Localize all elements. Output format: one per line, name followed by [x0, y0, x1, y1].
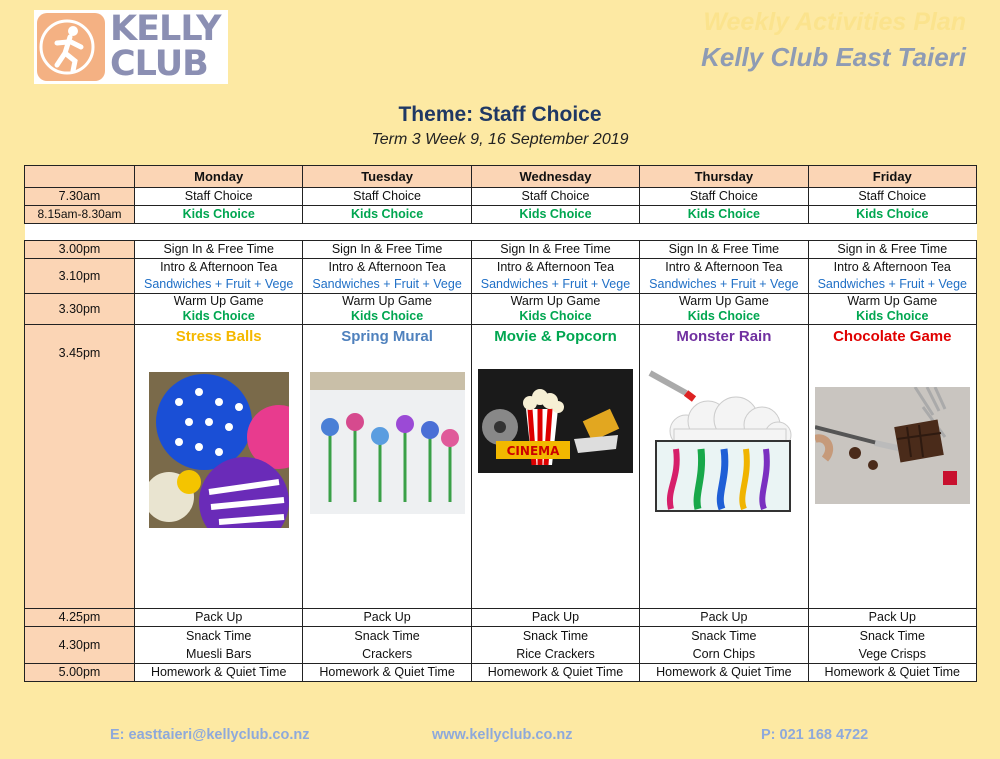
row-815 [25, 206, 977, 224]
activity-cell: Warm Up Game Kids Choice [808, 294, 976, 325]
row-500 [25, 664, 977, 682]
time-label: 3.45pm [25, 325, 135, 609]
activity-cell-monday [135, 325, 303, 609]
stress-balls-photo [149, 372, 289, 528]
time-label: 3.10pm [25, 259, 135, 294]
activity-cell: Intro & Afternoon Tea Sandwiches + Fruit + Vege [471, 259, 639, 294]
term-subtitle: Term 3 Week 9, 16 September 2019 [371, 131, 629, 148]
activity-cell: Snack Time Corn Chips [640, 627, 808, 664]
spacer-cell [25, 224, 977, 241]
plan-title: Weekly Activities Plan [703, 8, 966, 36]
activity-cell: Warm Up Game Kids Choice [640, 294, 808, 325]
activity-cell-friday [808, 325, 976, 609]
svg-text:CINEMA: CINEMA [506, 444, 560, 458]
row-730 [25, 188, 977, 206]
activity-cell: Sign In & Free Time [135, 241, 303, 259]
activity-cell: Snack Time Rice Crackers [471, 627, 639, 664]
footer-email[interactable]: E: easttaieri@kellyclub.co.nz [110, 727, 310, 743]
activity-cell: Sign In & Free Time [640, 241, 808, 259]
activity-cell: Pack Up [303, 609, 471, 627]
activity-title: Chocolate Game [833, 328, 952, 345]
activity-cell: Snack Time Crackers [303, 627, 471, 664]
row-330 [25, 294, 977, 325]
header-row [25, 166, 977, 188]
activity-title: Movie & Popcorn [494, 328, 617, 345]
activity-cell: Snack Time Muesli Bars [135, 627, 303, 664]
logo-wordmark: KELLY CLUB [110, 9, 221, 84]
activity-cell-wednesday [471, 325, 639, 609]
activity-title: Monster Rain [676, 328, 772, 345]
activity-cell: Staff Choice [303, 188, 471, 206]
time-label: 3.00pm [25, 241, 135, 259]
day-thursday: Thursday [640, 166, 808, 188]
activity-title: Stress Balls [175, 328, 262, 345]
running-child-icon [37, 13, 105, 81]
time-label: 3.30pm [25, 294, 135, 325]
activity-cell: Warm Up Game Kids Choice [135, 294, 303, 325]
day-friday: Friday [808, 166, 976, 188]
activity-cell: Intro & Afternoon Tea Sandwiches + Fruit + Vege [640, 259, 808, 294]
row-345 [25, 325, 977, 609]
spacer-row [25, 224, 977, 241]
activity-title: Spring Mural [341, 328, 433, 345]
activity-cell: Sign in & Free Time [808, 241, 976, 259]
page-title: Theme: Staff Choice [398, 103, 602, 126]
activity-cell: Staff Choice [471, 188, 639, 206]
time-label: 8.15am-8.30am [25, 206, 135, 224]
time-label: 4.25pm [25, 609, 135, 627]
club-name: Kelly Club East Taieri [701, 42, 966, 72]
activity-cell: Kids Choice [471, 206, 639, 224]
row-300 [25, 241, 977, 259]
activity-cell: Warm Up Game Kids Choice [471, 294, 639, 325]
activity-cell: Warm Up Game Kids Choice [303, 294, 471, 325]
activities-table [24, 165, 977, 682]
activity-cell: Kids Choice [135, 206, 303, 224]
chocolate-game-photo [815, 387, 970, 504]
day-monday: Monday [135, 166, 303, 188]
day-wednesday: Wednesday [471, 166, 639, 188]
activity-cell: Pack Up [471, 609, 639, 627]
activity-cell-thursday [640, 325, 808, 609]
activity-cell: Intro & Afternoon Tea Sandwiches + Fruit + Vege [135, 259, 303, 294]
row-310 [25, 259, 977, 294]
activity-cell: Intro & Afternoon Tea Sandwiches + Fruit + Vege [808, 259, 976, 294]
activity-cell: Pack Up [135, 609, 303, 627]
activity-cell: Staff Choice [135, 188, 303, 206]
activity-cell: Homework & Quiet Time [640, 664, 808, 682]
time-label: 4.30pm [25, 627, 135, 664]
activity-cell: Homework & Quiet Time [303, 664, 471, 682]
activity-cell: Staff Choice [640, 188, 808, 206]
activity-cell: Intro & Afternoon Tea Sandwiches + Fruit + Vege [303, 259, 471, 294]
activity-cell: Kids Choice [640, 206, 808, 224]
day-tuesday: Tuesday [303, 166, 471, 188]
footer-phone: P: 021 168 4722 [761, 727, 869, 743]
activity-cell: Snack Time Vege Crisps [808, 627, 976, 664]
activity-cell: Pack Up [808, 609, 976, 627]
activity-cell: Kids Choice [303, 206, 471, 224]
activity-cell: Pack Up [640, 609, 808, 627]
activity-cell: Kids Choice [808, 206, 976, 224]
activity-cell-tuesday [303, 325, 471, 609]
row-425 [25, 609, 977, 627]
monster-rain-photo [646, 369, 801, 515]
activity-cell: Sign In & Free Time [303, 241, 471, 259]
corner-cell [25, 166, 135, 188]
cinema-popcorn-image [478, 369, 633, 473]
time-label: 5.00pm [25, 664, 135, 682]
spring-mural-photo [310, 372, 465, 514]
activity-cell: Homework & Quiet Time [471, 664, 639, 682]
kelly-club-logo [34, 10, 228, 84]
footer-website[interactable]: www.kellyclub.co.nz [432, 727, 573, 743]
activity-cell: Homework & Quiet Time [135, 664, 303, 682]
activity-cell: Staff Choice [808, 188, 976, 206]
activity-cell: Homework & Quiet Time [808, 664, 976, 682]
time-label: 7.30am [25, 188, 135, 206]
activity-cell: Sign In & Free Time [471, 241, 639, 259]
row-430 [25, 627, 977, 664]
